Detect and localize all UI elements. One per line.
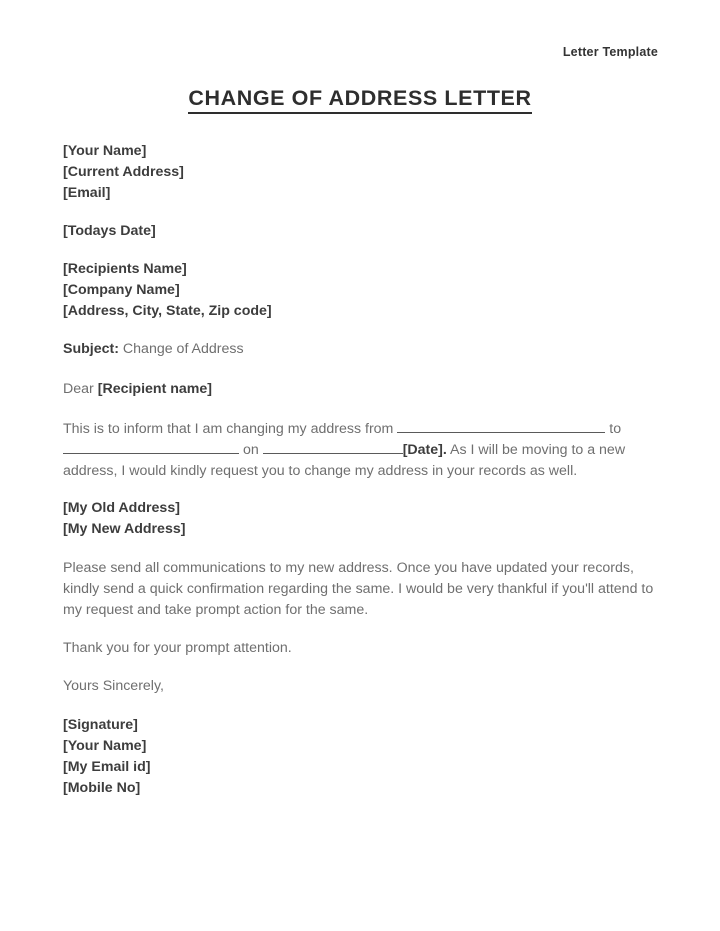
salutation-prefix: Dear — [63, 381, 94, 397]
old-address-placeholder: [My Old Address] — [63, 500, 180, 516]
thanks-line: Thank you for your prompt attention. — [63, 640, 292, 656]
fill-in-blank-from-address — [397, 419, 605, 433]
letter-body — [63, 141, 658, 816]
fill-in-blank-to-address — [63, 440, 239, 454]
signer-email-placeholder: [My Email id] — [63, 759, 151, 775]
paragraph1-text-b: to — [609, 421, 622, 437]
subject-label: Subject: — [63, 341, 119, 357]
company-name-placeholder: [Company Name] — [63, 282, 180, 298]
salutation-name-placeholder: [Recipient name] — [97, 381, 213, 397]
signature-placeholder: [Signature] — [63, 717, 138, 733]
date-placeholder: [Todays Date] — [63, 223, 156, 239]
page-title: CHANGE OF ADDRESS LETTER — [188, 86, 531, 114]
paragraph-change-notice — [63, 419, 658, 482]
paragraph1-text-a: This is to inform that I am changing my address from — [63, 421, 394, 437]
paragraph-request: Please send all communications to my new address. Once you have updated your records, kindly send a quick confirmation regarding the same. I would be very thankful if you'll attend to my request and take prompt action for the same. — [63, 560, 654, 618]
paragraph1-text-c: on — [242, 442, 259, 458]
subject-value: Change of Address — [122, 341, 244, 357]
sender-name-placeholder: [Your Name] — [63, 143, 147, 159]
title-container — [0, 86, 720, 114]
date-block — [63, 221, 658, 242]
sender-address-placeholder: [Current Address] — [63, 164, 184, 180]
recipient-block — [63, 259, 658, 322]
new-address-placeholder: [My New Address] — [63, 521, 186, 537]
salutation-line — [63, 379, 658, 400]
address-placeholders-block — [63, 498, 658, 540]
sender-email-placeholder: [Email] — [63, 185, 111, 201]
paragraph1-text-d: As I will be moving to a new address, I would kindly request you to change my address in your records as well. — [63, 442, 626, 479]
sender-block — [63, 141, 658, 204]
signature-block — [63, 715, 658, 799]
fill-in-blank-date — [263, 440, 403, 454]
corner-label: Letter Template — [562, 45, 658, 59]
date-token-placeholder: [Date]. — [402, 442, 447, 458]
signer-mobile-placeholder: [Mobile No] — [63, 780, 141, 796]
subject-line — [63, 339, 658, 360]
closing-line: Yours Sincerely, — [63, 678, 164, 694]
recipient-address-placeholder: [Address, City, State, Zip code] — [63, 303, 272, 319]
recipient-name-placeholder: [Recipients Name] — [63, 261, 187, 277]
signer-name-placeholder: [Your Name] — [63, 738, 147, 754]
